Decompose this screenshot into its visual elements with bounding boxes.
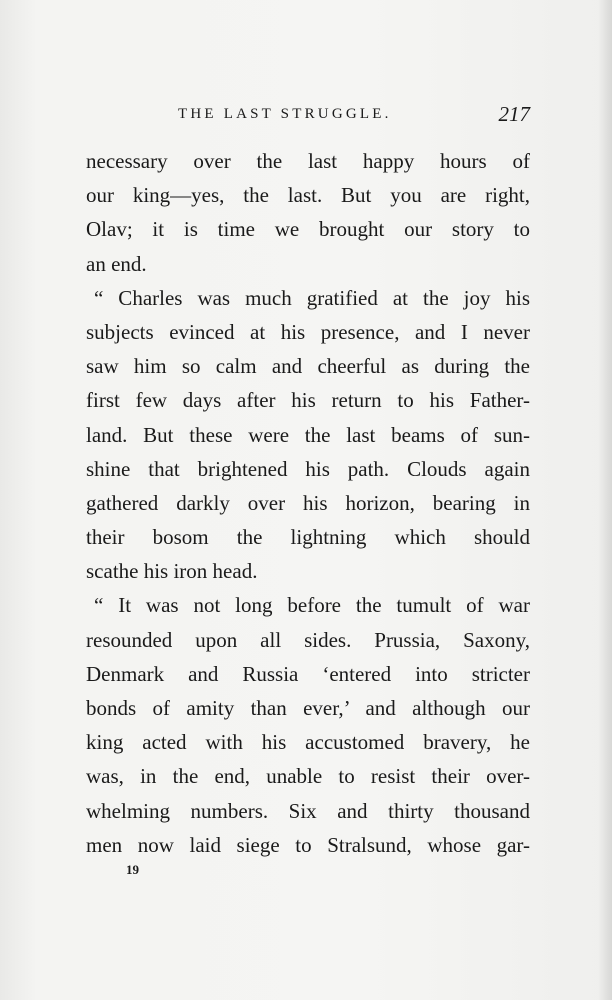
text-line: first few days after his return to his Father- — [86, 388, 530, 413]
text-line: king acted with his accustomed bravery, he — [86, 730, 530, 755]
text-line: Denmark and Russia ‘entered into stricter — [86, 661, 530, 686]
page-number: 217 — [498, 102, 530, 126]
text-line: bonds of amity than ever,’ and although our — [86, 696, 530, 720]
text-line: “ Charles was much gratified at the joy his — [94, 285, 530, 310]
text-line: land. But these were the last beams of sun- — [86, 422, 530, 447]
text-line: our king—yes, the last. But you are right, — [86, 183, 530, 208]
text-line: resounded upon all sides. Prussia, Saxony, — [86, 627, 530, 652]
signature-mark: 19 — [126, 862, 139, 877]
text-line: Olav; it is time we brought our story to — [86, 217, 530, 242]
text-line: men now laid siege to Stralsund, whose gar- — [86, 832, 530, 857]
text-line: gathered darkly over his horizon, bearing in — [86, 490, 530, 515]
text-line: shine that brightened his path. Clouds again — [86, 456, 530, 481]
running-head — [86, 104, 530, 130]
text-line: was, in the end, unable to resist their over- — [86, 764, 530, 789]
running-title: THE LAST STRUGGLE. — [178, 106, 392, 122]
text-line: an end. — [86, 251, 147, 276]
body-text — [86, 144, 530, 862]
text-line: their bosom the lightning which should — [86, 525, 530, 550]
page-edge-shadow — [598, 0, 612, 1000]
text-line: scathe his iron head. — [86, 559, 258, 584]
text-line: subjects evinced at his presence, and I never — [86, 319, 530, 344]
text-line: saw him so calm and cheerful as during the — [86, 354, 530, 379]
text-line: whelming numbers. Six and thirty thousand — [86, 798, 530, 823]
text-line: necessary over the last happy hours of — [86, 149, 530, 173]
text-line: “ It was not long before the tumult of war — [94, 593, 530, 618]
